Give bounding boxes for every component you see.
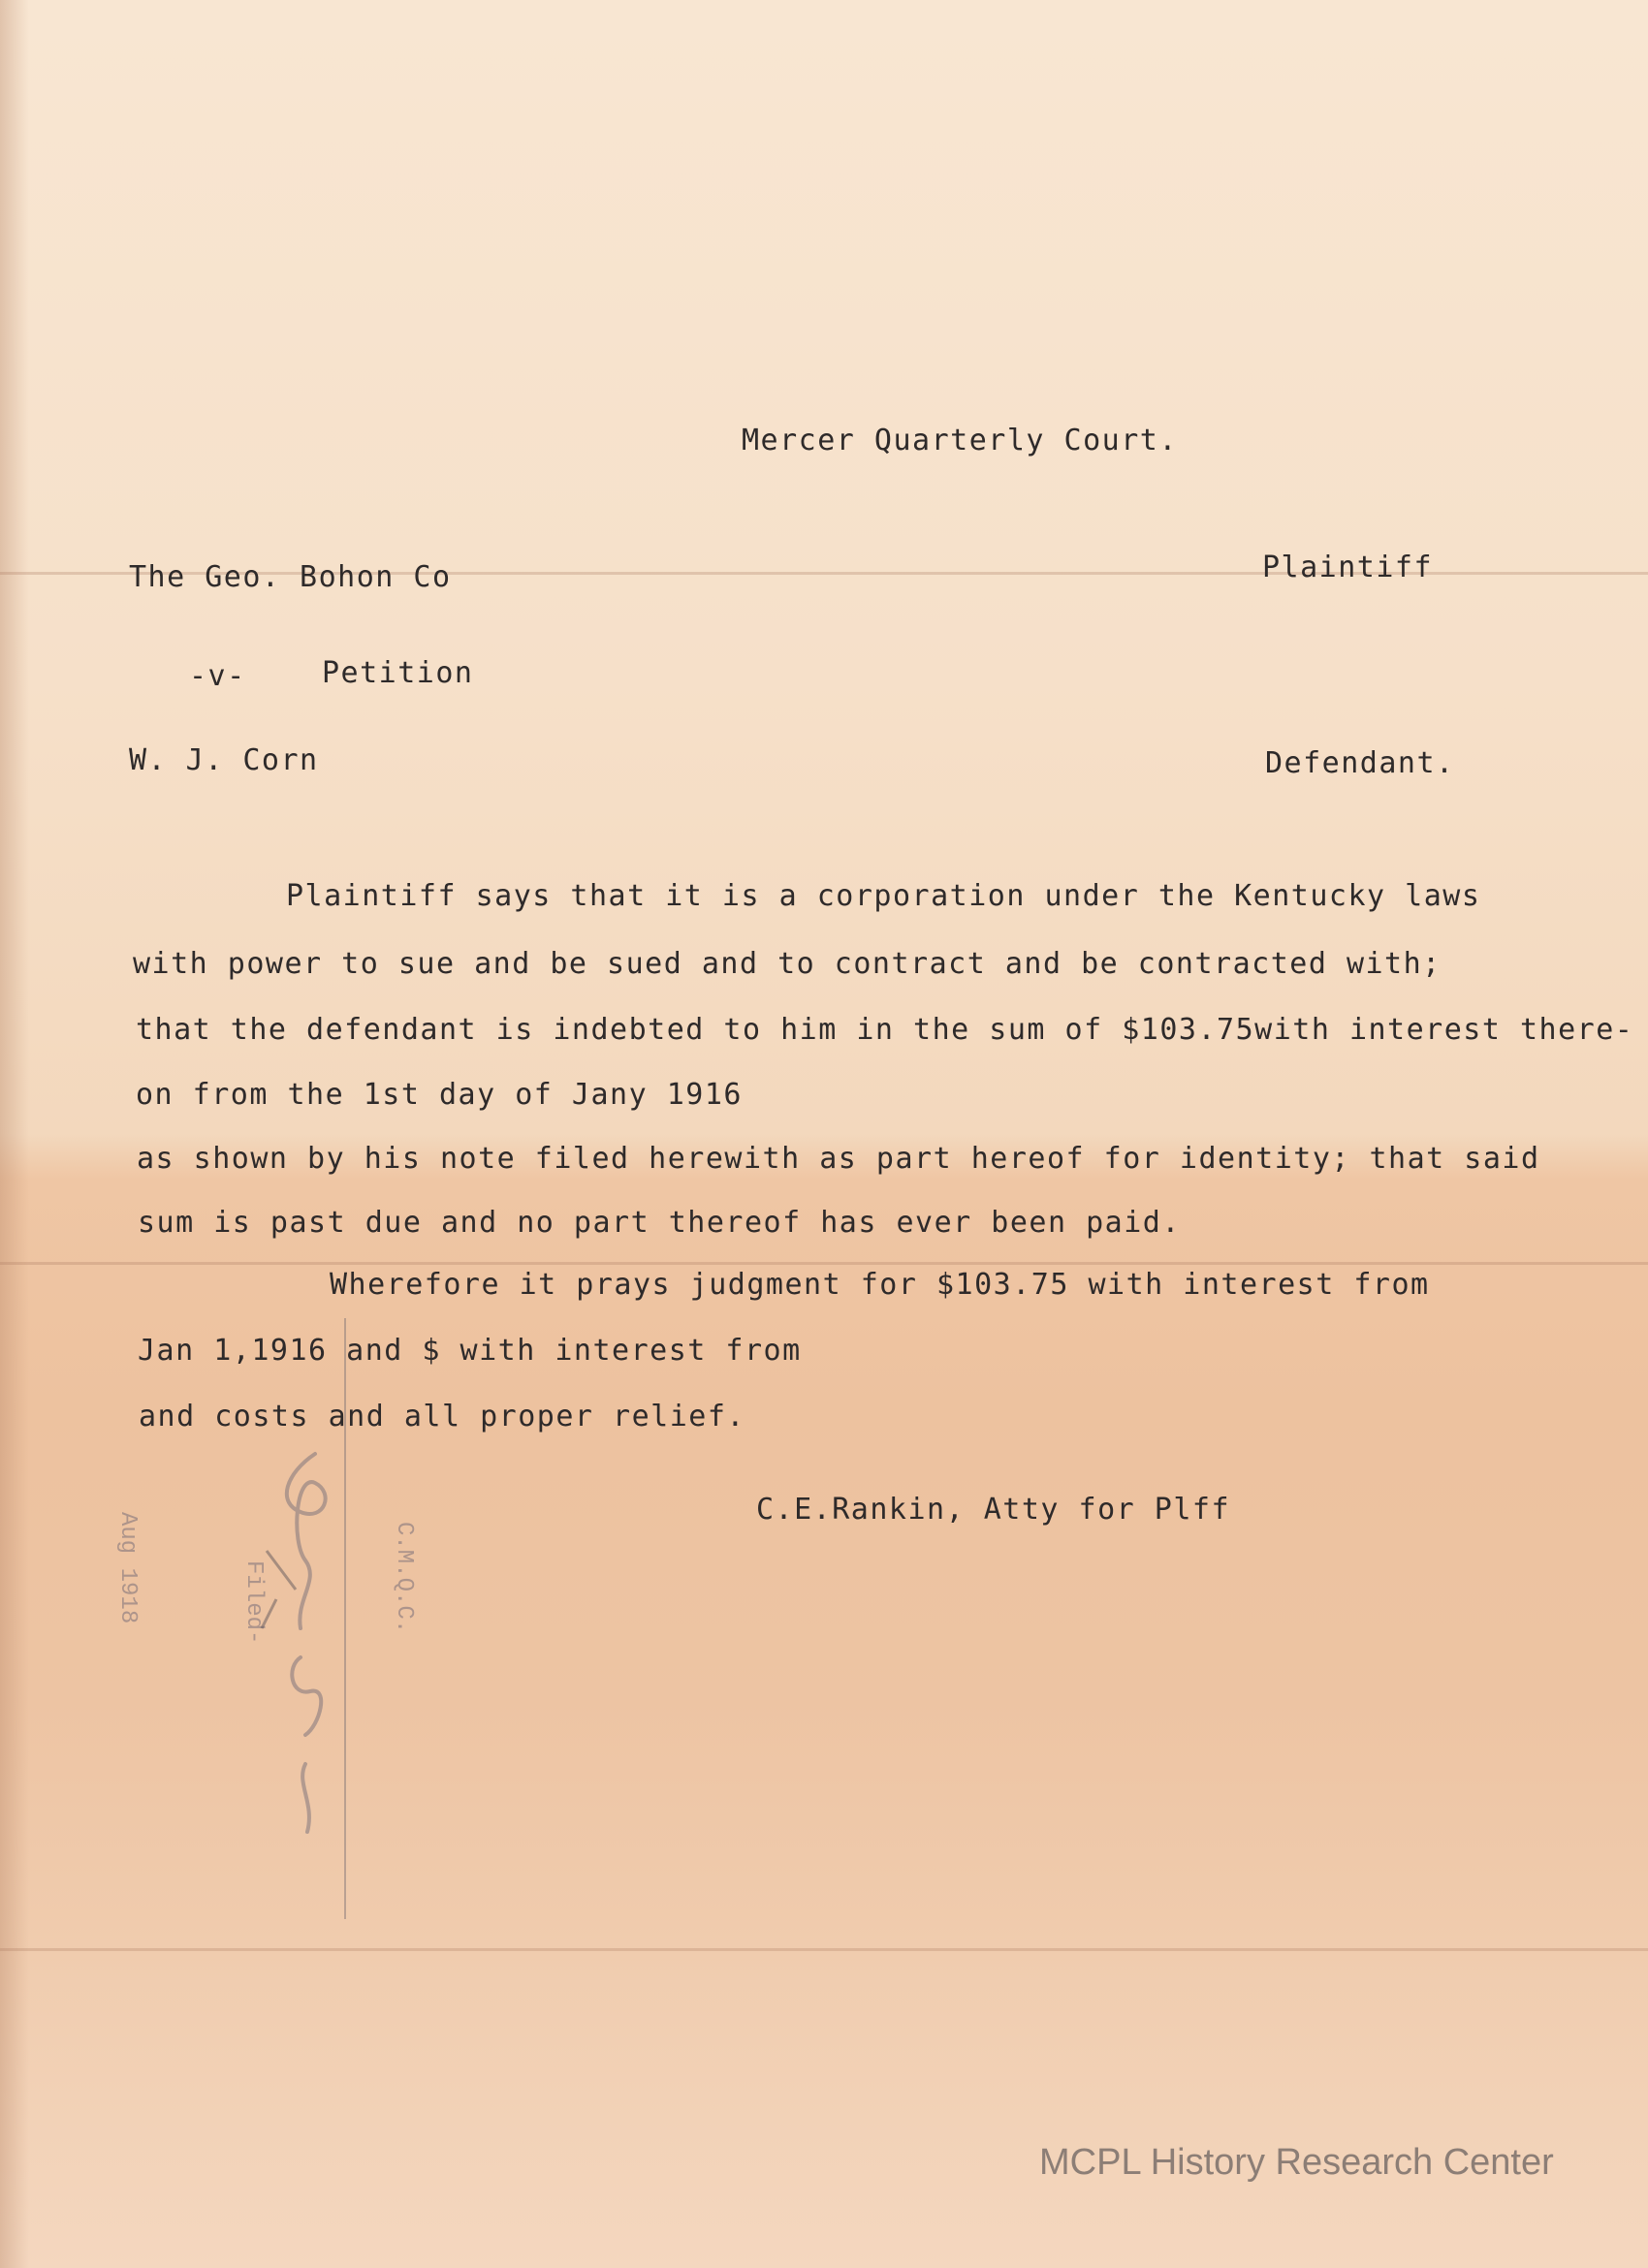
clerk-stamp: C.M.Q.C.	[391, 1522, 417, 1634]
body-line-9: and costs and all proper relief.	[139, 1400, 745, 1433]
body-line-6: sum is past due and no part thereof has ever been paid.	[138, 1206, 1181, 1240]
filed-stamp: Filed-	[240, 1560, 267, 1645]
versus-label: -v-	[189, 659, 246, 693]
handwritten-mark	[247, 1434, 373, 1861]
body-line-5: as shown by his note filed herewith as part hereof for identity; that said	[137, 1142, 1540, 1176]
fold-line-middle	[0, 1262, 1648, 1265]
defendant-role: Defendant.	[1265, 746, 1455, 780]
document-type: Petition	[322, 656, 474, 690]
body-line-3: that the defendant is indebted to him in the sum of $103.75with interest there-	[136, 1013, 1634, 1047]
watermark: MCPL History Research Center	[1039, 2142, 1554, 2183]
plaintiff-name: The Geo. Bohon Co	[129, 560, 452, 594]
body-line-7: Wherefore it prays judgment for $103.75 with interest from	[330, 1268, 1430, 1302]
plaintiff-role: Plaintiff	[1262, 551, 1434, 584]
body-line-2: with power to sue and be sued and to contract and be contracted with;	[133, 947, 1442, 981]
court-title: Mercer Quarterly Court.	[742, 424, 1178, 457]
body-line-8: Jan 1,1916 and $ with interest from	[138, 1334, 802, 1368]
filed-date-stamp: Aug 1918	[114, 1512, 141, 1624]
attorney-signature: C.E.Rankin, Atty for Plff	[756, 1493, 1231, 1527]
defendant-name: W. J. Corn	[129, 743, 319, 777]
body-line-1: Plaintiff says that it is a corporation under the Kentucky laws	[286, 879, 1481, 913]
left-edge-shadow	[0, 0, 29, 2268]
fold-line-lower	[0, 1948, 1648, 1951]
body-line-4: on from the 1st day of Jany 1916	[136, 1078, 743, 1112]
